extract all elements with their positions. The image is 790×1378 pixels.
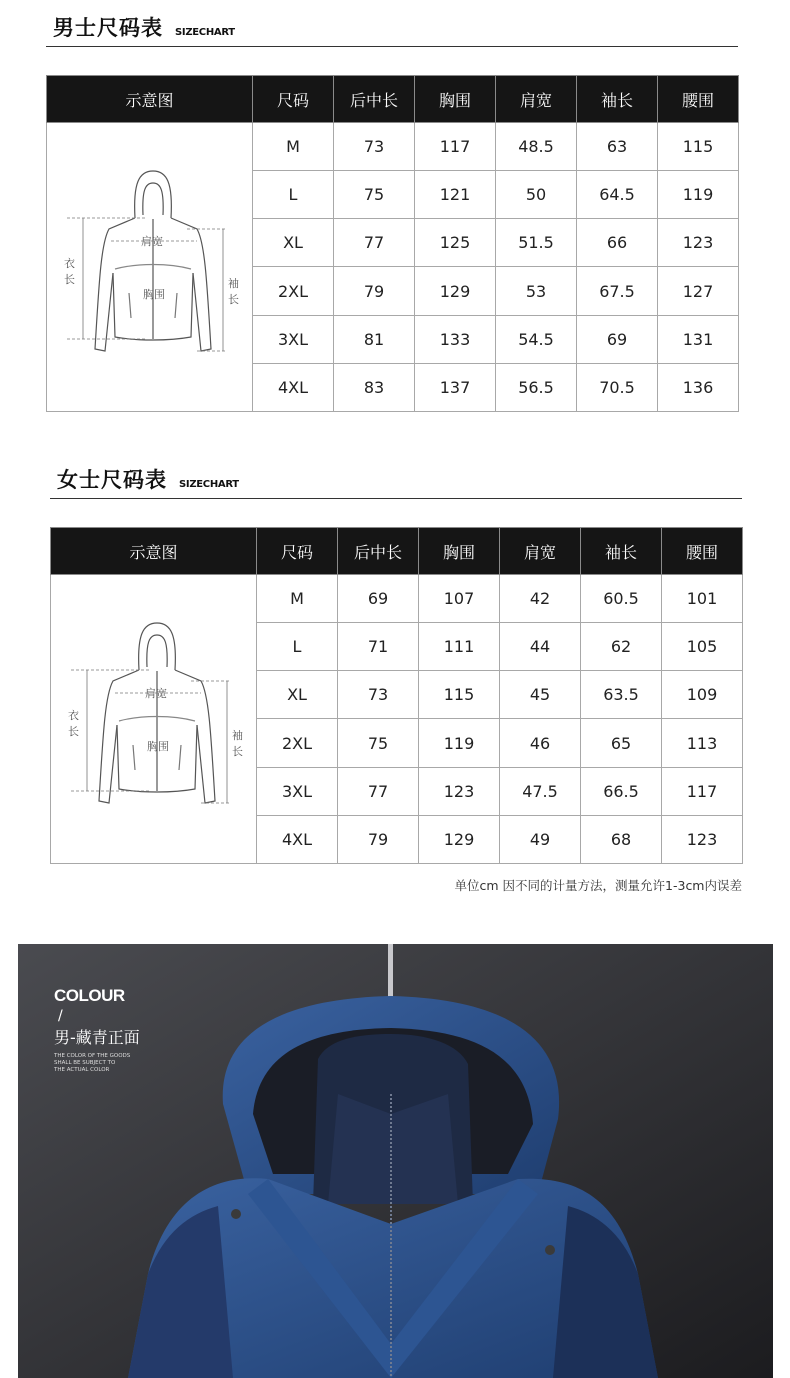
jacket-outline-icon <box>51 575 257 859</box>
men-header-diagram: 示意图 <box>47 76 253 123</box>
women-header-size: 尺码 <box>257 528 338 575</box>
women-cell: 45 <box>500 671 581 719</box>
women-header-diagram: 示意图 <box>51 528 257 575</box>
men-cell: 73 <box>334 123 415 171</box>
women-cell: 49 <box>500 815 581 863</box>
women-header-waist: 腰围 <box>662 528 743 575</box>
women-cell: 4XL <box>257 815 338 863</box>
women-cell: 105 <box>662 623 743 671</box>
men-cell: 50 <box>496 171 577 219</box>
men-cell: 83 <box>334 363 415 411</box>
men-cell: 123 <box>658 219 739 267</box>
table-row <box>51 575 743 623</box>
men-cell: M <box>253 123 334 171</box>
men-cell: 119 <box>658 171 739 219</box>
men-cell: 3XL <box>253 315 334 363</box>
women-cell: 123 <box>419 767 500 815</box>
women-cell: M <box>257 575 338 623</box>
men-cell: 75 <box>334 171 415 219</box>
women-diagram-shoulder-label: 肩宽 <box>145 687 167 700</box>
colour-slash: / <box>58 1008 63 1024</box>
men-title: 男士尺码表 <box>53 16 163 40</box>
measurement-note: 单位cm 因不同的计量方法，测量允许1-3cm内误差 <box>454 878 742 893</box>
men-cell: 4XL <box>253 363 334 411</box>
colour-heading: COLOUR <box>54 986 125 1005</box>
colour-disclaimer: THE COLOR OF THE GOODS SHALL BE SUBJECT TO THE ACTUAL COLOR <box>54 1053 131 1073</box>
men-cell: 69 <box>577 315 658 363</box>
women-cell: 109 <box>662 671 743 719</box>
men-cell: 125 <box>415 219 496 267</box>
men-cell: 53 <box>496 267 577 315</box>
women-cell: 123 <box>662 815 743 863</box>
men-cell: 51.5 <box>496 219 577 267</box>
women-cell: 79 <box>338 815 419 863</box>
women-diagram-length-label: 衣长 <box>68 709 79 738</box>
men-cell: 63 <box>577 123 658 171</box>
men-cell: 131 <box>658 315 739 363</box>
women-cell: 73 <box>338 671 419 719</box>
men-cell: 129 <box>415 267 496 315</box>
women-cell: 111 <box>419 623 500 671</box>
men-title-rule <box>46 46 738 47</box>
women-cell: 68 <box>581 815 662 863</box>
men-diagram-length-label: 衣长 <box>64 257 75 286</box>
women-title: 女士尺码表 <box>57 468 167 492</box>
women-cell: 46 <box>500 719 581 767</box>
men-cell: 54.5 <box>496 315 577 363</box>
men-cell: 127 <box>658 267 739 315</box>
women-cell: 44 <box>500 623 581 671</box>
men-cell: 77 <box>334 219 415 267</box>
women-cell: 117 <box>662 767 743 815</box>
men-cell: 117 <box>415 123 496 171</box>
men-cell: 121 <box>415 171 496 219</box>
women-header-chest: 胸围 <box>419 528 500 575</box>
men-cell: 81 <box>334 315 415 363</box>
men-cell: 67.5 <box>577 267 658 315</box>
men-subtitle: SIZECHART <box>175 27 235 38</box>
men-diagram-sleeve-label: 袖长 <box>228 277 239 306</box>
men-diagram-chest-label: 胸围 <box>143 288 165 301</box>
women-cell: 71 <box>338 623 419 671</box>
women-cell: 65 <box>581 719 662 767</box>
men-jacket-diagram <box>47 123 253 412</box>
women-cell: 119 <box>419 719 500 767</box>
men-cell: 115 <box>658 123 739 171</box>
women-cell: L <box>257 623 338 671</box>
men-header-waist: 腰围 <box>658 76 739 123</box>
women-cell: 113 <box>662 719 743 767</box>
women-diagram-chest-label: 胸围 <box>147 740 169 753</box>
men-section-title <box>53 12 235 42</box>
women-header-sleeve: 袖长 <box>581 528 662 575</box>
men-header-sleeve: 袖长 <box>577 76 658 123</box>
women-cell: 60.5 <box>581 575 662 623</box>
jacket-outline-icon <box>47 123 253 407</box>
women-title-rule <box>50 498 742 499</box>
colour-name: 男-藏青正面 <box>54 1028 140 1047</box>
women-cell: 2XL <box>257 719 338 767</box>
colour-label <box>54 986 140 1074</box>
men-header-length: 后中长 <box>334 76 415 123</box>
men-cell: L <box>253 171 334 219</box>
women-subtitle: SIZECHART <box>179 479 239 490</box>
men-header-chest: 胸围 <box>415 76 496 123</box>
women-cell: 3XL <box>257 767 338 815</box>
men-cell: XL <box>253 219 334 267</box>
women-cell: 42 <box>500 575 581 623</box>
women-cell: 101 <box>662 575 743 623</box>
men-cell: 56.5 <box>496 363 577 411</box>
men-cell: 79 <box>334 267 415 315</box>
women-cell: 69 <box>338 575 419 623</box>
women-cell: 47.5 <box>500 767 581 815</box>
women-cell: 63.5 <box>581 671 662 719</box>
women-cell: 115 <box>419 671 500 719</box>
women-cell: 107 <box>419 575 500 623</box>
women-diagram-sleeve-label: 袖长 <box>232 729 243 758</box>
women-section-title <box>57 464 239 494</box>
men-cell: 133 <box>415 315 496 363</box>
women-cell: 66.5 <box>581 767 662 815</box>
women-cell: 62 <box>581 623 662 671</box>
women-jacket-diagram <box>51 575 257 864</box>
table-row <box>47 123 739 171</box>
men-cell: 70.5 <box>577 363 658 411</box>
women-cell: 77 <box>338 767 419 815</box>
men-cell: 136 <box>658 363 739 411</box>
women-header-length: 后中长 <box>338 528 419 575</box>
women-cell: 129 <box>419 815 500 863</box>
men-cell: 48.5 <box>496 123 577 171</box>
men-cell: 2XL <box>253 267 334 315</box>
women-header-shoulder: 肩宽 <box>500 528 581 575</box>
men-header-shoulder: 肩宽 <box>496 76 577 123</box>
women-cell: XL <box>257 671 338 719</box>
product-photo <box>18 944 773 1378</box>
men-cell: 64.5 <box>577 171 658 219</box>
men-diagram-shoulder-label: 肩宽 <box>141 235 163 248</box>
men-cell: 66 <box>577 219 658 267</box>
men-cell: 137 <box>415 363 496 411</box>
men-header-size: 尺码 <box>253 76 334 123</box>
women-cell: 75 <box>338 719 419 767</box>
